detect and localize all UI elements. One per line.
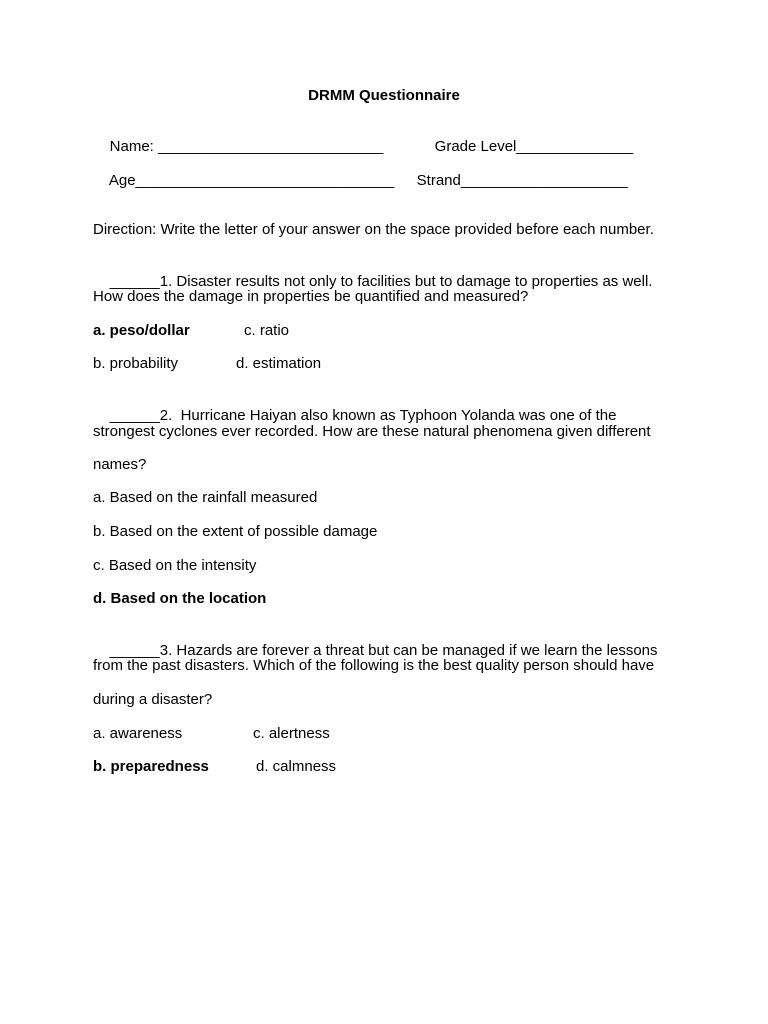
question-1-line-2: How does the damage in properties be quantified and measured? (93, 288, 529, 305)
q2-option-a: a. Based on the rainfall measured (93, 489, 318, 506)
q3-option-c: c. alertness (253, 725, 330, 742)
strand-blank[interactable]: ____________________ (460, 172, 628, 189)
question-2-line-2: strongest cyclones ever recorded. How are these natural phenomena given different (93, 423, 651, 440)
age-label: Age (108, 172, 136, 189)
grade-level-label: Grade Level (434, 138, 517, 155)
answer-blank-1[interactable]: ______ (109, 273, 160, 290)
question-1-text: 1. Disaster results not only to facilities but to damage to properties as well. (159, 273, 653, 290)
q1-option-c: c. ratio (244, 322, 290, 339)
q3-option-d: d. calmness (256, 758, 337, 775)
q1-option-a: a. peso/dollar (93, 322, 190, 339)
question-2-text: 2. Hurricane Haiyan also known as Typhoon Yolanda was one of the (159, 407, 617, 424)
page-title: DRMM Questionnaire (308, 87, 460, 104)
strand-label: Strand (416, 172, 461, 189)
direction-text: Direction: Write the letter of your answer on the space provided before each number. (93, 221, 654, 238)
q1-option-d: d. estimation (236, 355, 322, 372)
age-field-row (93, 154, 394, 208)
age-blank[interactable]: _______________________________ (135, 172, 395, 189)
name-label: Name: (109, 138, 154, 155)
question-2-line-3: names? (93, 456, 147, 473)
question-3-line-3: during a disaster? (93, 691, 213, 708)
answer-blank-2[interactable]: ______ (109, 407, 160, 424)
q2-option-c: c. Based on the intensity (93, 557, 257, 574)
q2-option-b: b. Based on the extent of possible damage (93, 523, 378, 540)
strand-field (400, 154, 628, 208)
q3-option-b: b. preparedness (93, 758, 209, 775)
answer-blank-3[interactable]: ______ (109, 642, 160, 659)
q1-option-b: b. probability (93, 355, 179, 372)
question-3-text: 3. Hazards are forever a threat but can be managed if we learn the lessons (159, 642, 658, 659)
q2-option-d: d. Based on the location (93, 590, 267, 607)
question-3-line-2: from the past disasters. Which of the following is the best quality person should have (93, 657, 655, 674)
grade-level-blank[interactable]: ______________ (516, 138, 634, 155)
q3-option-a: a. awareness (93, 725, 183, 742)
name-blank[interactable]: ___________________________ (158, 138, 384, 155)
